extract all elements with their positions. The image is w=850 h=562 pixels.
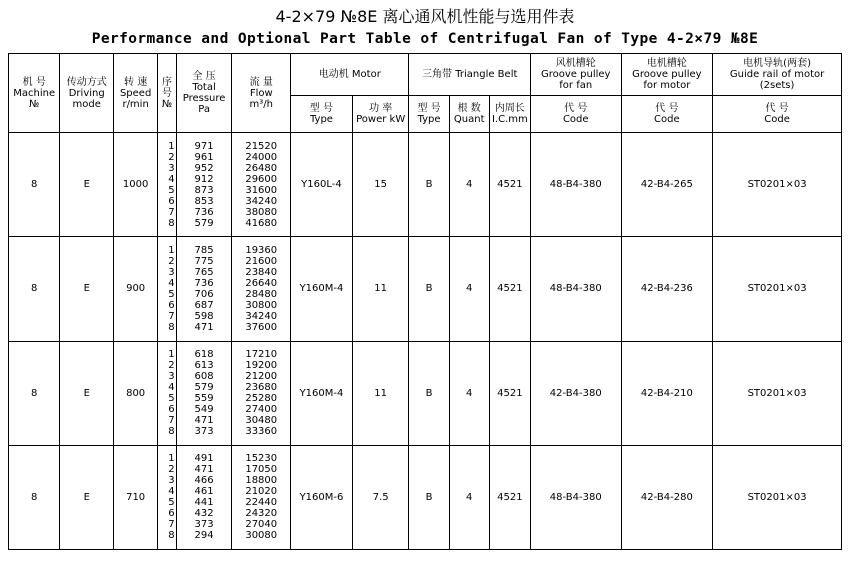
pressure-list [176,237,232,341]
pressure-list-value: 461 [194,486,214,498]
flow-list-value: 29600 [245,173,278,185]
header-no-cn2: 号 [162,87,173,99]
motor-type-cell: Y160L-4 [291,133,353,237]
fan-pulley-code-cell: 48-B4-380 [530,445,621,549]
header-flow-en: Flow [249,87,273,99]
flow-list-value: 25280 [245,393,278,405]
header-machine-unit: № [29,98,40,110]
pressure-list-value: 618 [194,349,214,361]
speed-cell: 800 [114,341,158,445]
guide-rail-code-cell: ST0201×03 [713,133,842,237]
belt-quant-cell: 4 [449,445,489,549]
motor-power-cell: 7.5 [352,445,409,549]
flow-list [232,445,291,549]
header-motor-type-en: Type [309,114,333,126]
pressure-list-value: 608 [194,371,214,383]
header-motor-type [291,96,353,133]
flow-list-value: 41680 [245,217,278,229]
header-row-top [9,54,842,96]
flow-list-value: 19360 [245,244,278,256]
header-belt-ic-cn: 内周长 [494,103,525,115]
row-number-list-value: 1 [168,140,175,152]
pressure-list-value: 471 [194,415,214,427]
fan-pulley-code-cell: 48-B4-380 [530,133,621,237]
pressure-list-value: 912 [194,173,214,185]
flow-list-value: 34240 [245,195,278,207]
header-code-motor-en: Code [654,114,680,126]
header-motor-power-cn: 功 率 [369,103,393,115]
pressure-list-value: 613 [194,360,214,372]
flow-list-value: 31600 [245,184,278,196]
machine-cell: 8 [9,445,60,549]
machine-cell: 8 [9,341,60,445]
table-row [9,133,842,237]
pressure-list-value: 765 [194,266,214,278]
row-number-list-value: 2 [168,151,175,163]
machine-cell: 8 [9,237,60,341]
table-row [9,341,842,445]
motor-pulley-code-cell: 42-B4-265 [621,133,713,237]
header-speed [114,54,158,133]
pressure-list-value: 873 [194,184,214,196]
row-number-list-value: 8 [168,321,175,333]
header-code-fan-en: Code [562,114,589,126]
header-guide-rail-en2: (2sets) [759,80,795,92]
header-belt-group: 三角带 Triangle Belt [409,54,530,96]
motor-pulley-code-cell: 42-B4-280 [621,445,713,549]
flow-list [232,237,291,341]
header-belt-quant-en: Quant [453,114,485,126]
pressure-list-value: 706 [194,288,214,300]
row-number-list-value: 7 [168,310,175,322]
header-code-fan-cn: 代 号 [564,103,588,115]
row-number-list-value: 7 [168,206,175,218]
header-driving-en: Driving [68,87,105,99]
flow-list-value: 24000 [245,151,278,163]
motor-type-cell: Y160M-4 [291,341,353,445]
flow-list-value: 15230 [245,453,278,465]
row-number-list-value: 2 [168,255,175,267]
row-number-list-value: 2 [168,464,175,476]
flow-list-value: 24320 [245,508,278,520]
fan-pulley-code-cell: 42-B4-380 [530,341,621,445]
motor-pulley-code-cell: 42-B4-236 [621,237,713,341]
header-groove-fan-cn: 风机槽轮 [555,58,596,70]
row-number-list-value: 8 [168,426,175,438]
belt-ic-cell: 4521 [489,133,530,237]
pressure-list-value: 775 [194,255,214,267]
header-groove-fan [530,54,621,96]
header-belt-type-cn: 型 号 [417,103,441,115]
row-number-list-value: 5 [168,288,175,300]
pressure-list-value: 441 [194,497,214,509]
flow-list-value: 33360 [245,426,278,438]
header-belt-ic [489,96,530,133]
belt-ic-cell: 4521 [489,237,530,341]
speed-cell: 710 [114,445,158,549]
flow-list-value: 22440 [245,497,278,509]
fan-pulley-code-cell: 48-B4-380 [530,237,621,341]
speed-cell: 900 [114,237,158,341]
header-pressure-en1: Total [192,82,216,94]
belt-quant-cell: 4 [449,237,489,341]
header-guide-rail-en1: Guide rail of motor [729,69,825,81]
row-number-list-value: 6 [168,299,175,311]
header-driving-cn: 传动方式 [66,76,107,88]
flow-list-value: 26640 [245,277,278,289]
flow-list-value: 27400 [245,404,278,416]
row-number-list-value: 4 [168,486,175,498]
flow-list-value: 17050 [245,464,278,476]
flow-list-value: 17210 [245,349,278,361]
header-motor-type-cn: 型 号 [309,103,334,115]
guide-rail-code-cell: ST0201×03 [713,237,842,341]
pressure-list-value: 579 [194,382,214,394]
belt-quant-cell: 4 [449,133,489,237]
pressure-list-value: 471 [194,321,214,333]
header-groove-motor-cn: 电机槽轮 [646,58,687,70]
flow-list-value: 21520 [245,140,278,152]
belt-ic-cell: 4521 [489,341,530,445]
table-row [9,237,842,341]
flow-list-value: 23680 [245,382,278,394]
header-no-symbol: № [161,98,173,110]
flow-list-value: 21020 [245,486,278,498]
row-number-list [158,133,177,237]
flow-list-value: 38080 [245,206,278,218]
row-number-list-value: 4 [168,173,175,185]
row-number-list-value: 3 [168,371,175,383]
row-number-list-value: 6 [168,404,175,416]
row-number-list-value: 3 [168,475,175,487]
header-belt-ic-en: I.C.mm [491,114,528,126]
pressure-list-value: 559 [194,393,214,405]
header-machine-en: Machine [13,87,56,99]
driving-mode-cell: E [60,341,114,445]
header-groove-motor [621,54,713,96]
row-number-list-value: 4 [168,277,175,289]
row-number-list-value: 8 [168,530,175,542]
header-code-fan [530,96,621,133]
pressure-list [176,133,232,237]
belt-ic-cell: 4521 [489,445,530,549]
pressure-list-value: 579 [194,217,214,229]
pressure-list-value: 373 [194,426,214,438]
flow-list-value: 21200 [245,371,278,383]
pressure-list-value: 466 [194,475,214,487]
header-pressure-cn: 全 压 [192,71,216,83]
driving-mode-cell: E [60,133,114,237]
row-number-list-value: 6 [168,195,175,207]
pressure-list-value: 549 [194,404,214,416]
header-belt-type [409,96,449,133]
motor-power-cell: 11 [352,341,409,445]
belt-type-cell: B [409,237,449,341]
page-title-english: Performance and Optional Part Table of Centrifugal Fan of Type 4-2×79 №8E [91,31,759,47]
row-number-list-value: 5 [168,393,175,405]
driving-mode-cell: E [60,237,114,341]
driving-mode-cell: E [60,445,114,549]
header-groove-motor-en2: for motor [643,80,691,92]
flow-list-value: 21600 [245,255,278,267]
table-row [9,445,842,549]
header-belt-quant-cn: 根 数 [457,103,481,115]
flow-list-value: 26480 [245,162,278,174]
performance-table [8,53,842,550]
header-driving-en2: mode [72,98,101,110]
header-guide-rail [713,54,842,96]
pressure-list-value: 598 [194,310,214,322]
row-number-list-value: 1 [168,244,175,256]
pressure-list-value: 432 [194,508,214,520]
header-pressure [176,54,232,133]
guide-rail-code-cell: ST0201×03 [713,445,842,549]
flow-list-value: 27040 [245,519,278,531]
motor-pulley-code-cell: 42-B4-210 [621,341,713,445]
pressure-list [176,445,232,549]
header-flow [232,54,291,133]
flow-list-value: 23840 [245,266,278,278]
row-number-list-value: 4 [168,382,175,394]
pressure-list-value: 961 [194,151,214,163]
header-groove-fan-en2: for fan [559,80,593,92]
pressure-list-value: 294 [194,530,214,542]
header-groove-fan-en1: Groove pulley [541,69,611,81]
header-motor-power-en: Power kW [356,114,406,126]
belt-type-cell: B [409,133,449,237]
header-speed-en: Speed [119,87,152,99]
guide-rail-code-cell: ST0201×03 [713,341,842,445]
header-driving [60,54,114,133]
pressure-list-value: 785 [194,244,214,256]
pressure-list-value: 736 [194,277,214,289]
flow-list-value: 30800 [245,299,278,311]
header-speed-cn: 转 速 [124,76,148,88]
flow-list [232,133,291,237]
row-number-list-value: 7 [168,519,175,531]
motor-power-cell: 15 [352,133,409,237]
row-number-list-value: 7 [168,415,175,427]
motor-type-cell: Y160M-6 [291,445,353,549]
pressure-list-value: 736 [194,206,214,218]
header-pressure-unit: Pa [198,104,210,116]
header-belt-quant [449,96,489,133]
flow-list [232,341,291,445]
header-no [158,54,177,133]
motor-power-cell: 11 [352,237,409,341]
header-flow-unit: m³/h [249,98,273,110]
header-code-rail-cn: 代 号 [765,103,789,115]
pressure-list-value: 471 [194,464,214,476]
header-machine [9,54,60,133]
pressure-list-value: 687 [194,299,214,311]
header-code-motor [621,96,713,133]
flow-list-value: 18800 [245,475,278,487]
belt-type-cell: B [409,341,449,445]
row-number-list [158,445,177,549]
row-number-list-value: 3 [168,162,175,174]
belt-type-cell: B [409,445,449,549]
header-groove-motor-en1: Groove pulley [632,69,702,81]
pressure-list-value: 971 [194,140,214,152]
header-motor-group: 电动机 Motor [291,54,409,96]
flow-list-value: 30480 [245,415,278,427]
flow-list-value: 34240 [245,310,278,322]
header-code-rail-en: Code [764,114,790,126]
header-no-cn1: 序 [162,76,173,88]
pressure-list-value: 373 [194,519,214,531]
pressure-list-value: 491 [194,453,214,465]
flow-list-value: 37600 [245,321,278,333]
pressure-list-value: 853 [194,195,214,207]
header-flow-cn: 流 量 [249,76,273,88]
header-guide-rail-cn: 电机导轨(两套) [743,58,811,70]
header-speed-unit: r/min [122,98,149,110]
pressure-list [176,341,232,445]
row-number-list-value: 5 [168,497,175,509]
speed-cell: 1000 [114,133,158,237]
pressure-list-value: 952 [194,162,214,174]
flow-list-value: 19200 [245,360,278,372]
row-number-list-value: 6 [168,508,175,520]
row-number-list-value: 8 [168,217,175,229]
row-number-list-value: 3 [168,266,175,278]
flow-list-value: 30080 [245,530,278,542]
row-number-list-value: 1 [168,453,175,465]
row-number-list-value: 1 [168,349,175,361]
row-number-list [158,341,177,445]
header-belt-type-en: Type [417,114,441,126]
belt-quant-cell: 4 [449,341,489,445]
row-number-list-value: 2 [168,360,175,372]
header-motor-power [352,96,409,133]
header-machine-cn: 机 号 [22,76,46,88]
row-number-list [158,237,177,341]
header-code-rail [713,96,842,133]
header-code-motor-cn: 代 号 [655,103,679,115]
motor-type-cell: Y160M-4 [291,237,353,341]
page-title-chinese: 4-2×79 №8E 离心通风机性能与选用件表 [275,7,575,26]
flow-list-value: 28480 [245,288,278,300]
row-number-list-value: 5 [168,184,175,196]
machine-cell: 8 [9,133,60,237]
header-pressure-en2: Pressure [182,93,226,105]
